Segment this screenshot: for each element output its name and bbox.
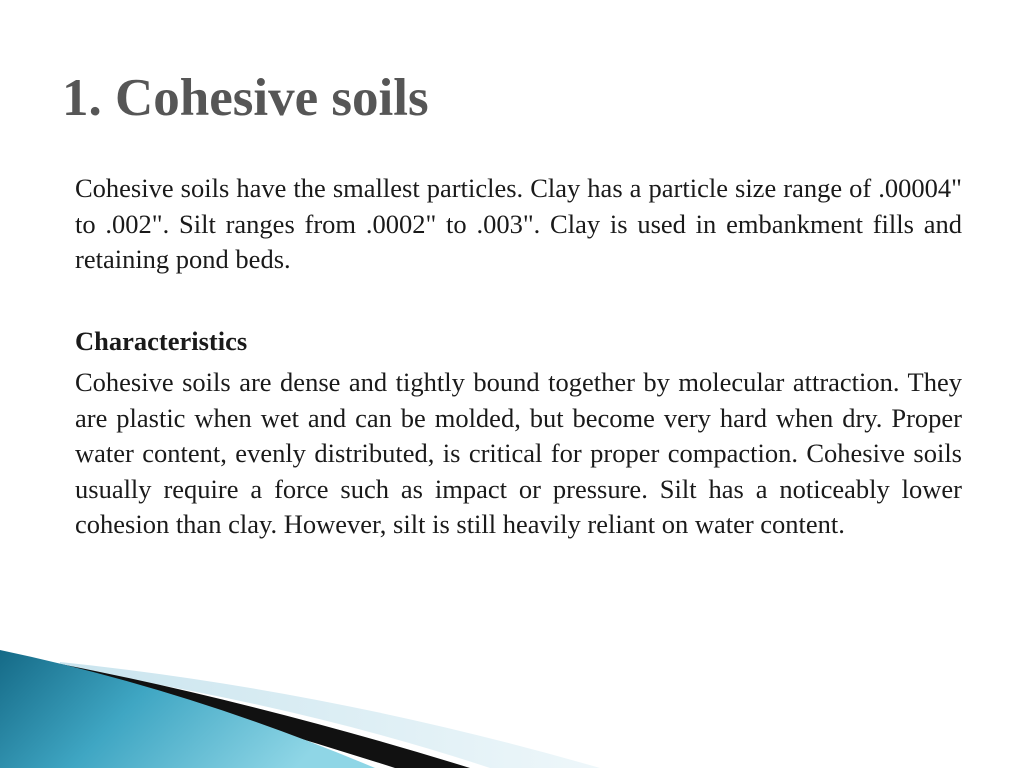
characteristics-heading: Characteristics (75, 326, 248, 356)
characteristics-paragraph: Cohesive soils are dense and tightly bound together by molecular attraction. They are plastic when wet and can be molded, but become very hard when dry. Proper water content, evenly distributed, is critical for proper compaction. Cohesive soils usually require a force such as impact or pressure. Silt has a noticeably lower cohesion than clay. However, silt is still heavily reliant on water content. (75, 367, 962, 539)
slide-title: 1. Cohesive soils (62, 69, 429, 127)
intro-paragraph: Cohesive soils have the smallest particles. Clay has a particle size range of .00004" to .002". Silt ranges from .0002" to .003". Clay is used in embankment fills and retaining pond beds. (75, 173, 962, 274)
